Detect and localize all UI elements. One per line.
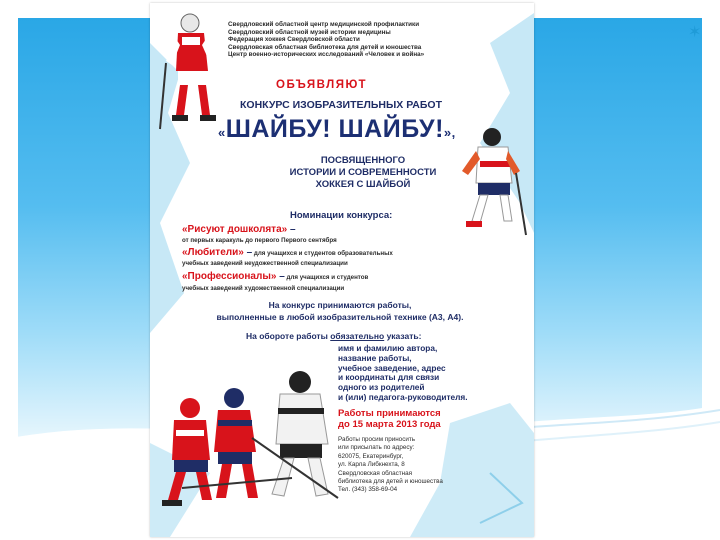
contact-line: ул. Карла Либкнехта, 8 (338, 461, 405, 469)
organizer-line: Центр военно-исторических исследований «Человек и война» (228, 51, 425, 59)
nomination-description: учебных заведений художественной специализации (182, 285, 345, 292)
nomination-preschool (182, 224, 296, 235)
contact-line: или присылать по адресу: (338, 444, 415, 452)
nomination-professionals (182, 271, 368, 282)
deadline (338, 408, 441, 430)
dedication-line: ПОСВЯЩЕННОГО (320, 155, 406, 166)
contact-line: Тел. (343) 358-69-04 (338, 486, 398, 494)
nomination-name: «Любители» (182, 247, 244, 258)
contact-info (338, 436, 443, 495)
nomination-dash: – (243, 247, 253, 258)
dedication-line: ХОККЕЯ С ШАЙБОЙ (315, 179, 411, 190)
dedication-line: ИСТОРИИ И СОВРЕМЕННОСТИ (289, 167, 437, 178)
backside-instruction (246, 331, 421, 341)
backside-underlined: обязательно (330, 331, 385, 341)
organizer-line: Свердловский областной центр медицинской профилактики (228, 21, 420, 28)
hockey-players-bottom (152, 368, 342, 518)
nomination-description: учебных заведений неудожественной специализации (182, 260, 348, 267)
nomination-inline-description: для учащихся и студентов образовательных (252, 250, 393, 257)
requirement-item: учебное заведение, адрес (338, 362, 446, 373)
nominations-heading: Номинации конкурса: (290, 210, 393, 221)
contact-line: Свердловская областная (338, 469, 413, 477)
nomination-name: «Рисуют дошколята» (182, 224, 288, 235)
nomination-amateurs (182, 247, 393, 258)
organizer-line: Федерация хоккея Свердловской области (228, 36, 360, 44)
contact-line: библиотека для детей и юношества (338, 478, 443, 486)
announce-heading: ОБЪЯВЛЯЮТ (276, 79, 368, 91)
organizers-list (228, 21, 468, 59)
contest-heading: КОНКУРС ИЗОБРАЗИТЕЛЬНЫХ РАБОТ (240, 99, 442, 111)
requirement-item: и координаты для связи (338, 372, 440, 383)
deadline-line: до 15 марта 2013 года (338, 419, 441, 430)
nomination-description: от первых каракуль до первого Первого сентября (182, 237, 337, 244)
star-icon: ✶ (688, 24, 702, 41)
requirement-item: и (или) педагога-руководителя. (338, 391, 468, 402)
title-open-quote: « (218, 125, 226, 140)
dedication (268, 155, 458, 191)
requirement-item: название работы, (338, 352, 412, 363)
requirement-item: имя и фамилию автора, (338, 343, 438, 353)
requirement-item: одного из родителей (338, 382, 425, 393)
nomination-dash: – (287, 224, 296, 235)
backside-prefix: На обороте работы (246, 331, 331, 341)
nomination-dash: – (276, 271, 285, 282)
organizer-line: Свердловский областной музей истории медицины (228, 28, 391, 36)
nomination-inline-description: для учащихся и студентов (284, 274, 369, 281)
contest-poster (150, 3, 534, 537)
backside-suffix: указать: (384, 331, 422, 341)
contact-line: Работы просим приносить (338, 436, 416, 443)
hockey-player-right (450, 125, 530, 237)
acceptance-line: выполненные в любой изобразительной технике (А3, А4). (216, 311, 464, 322)
poster-title (218, 115, 456, 144)
deadline-line: Работы принимаются (338, 408, 441, 419)
requirements-list (338, 344, 468, 403)
title-text: ШАЙБУ! ШАЙБУ! (225, 115, 444, 143)
title-close-quote: », (443, 125, 456, 140)
nomination-name: «Профессионалы» (182, 271, 277, 282)
acceptance-note (190, 300, 490, 323)
organizer-line: Свердловская областная библиотека для детей и юношества (228, 43, 422, 51)
acceptance-line: На конкурс принимаются работы, (268, 300, 412, 310)
contact-line: 620075, Екатеринбург, (338, 452, 404, 460)
